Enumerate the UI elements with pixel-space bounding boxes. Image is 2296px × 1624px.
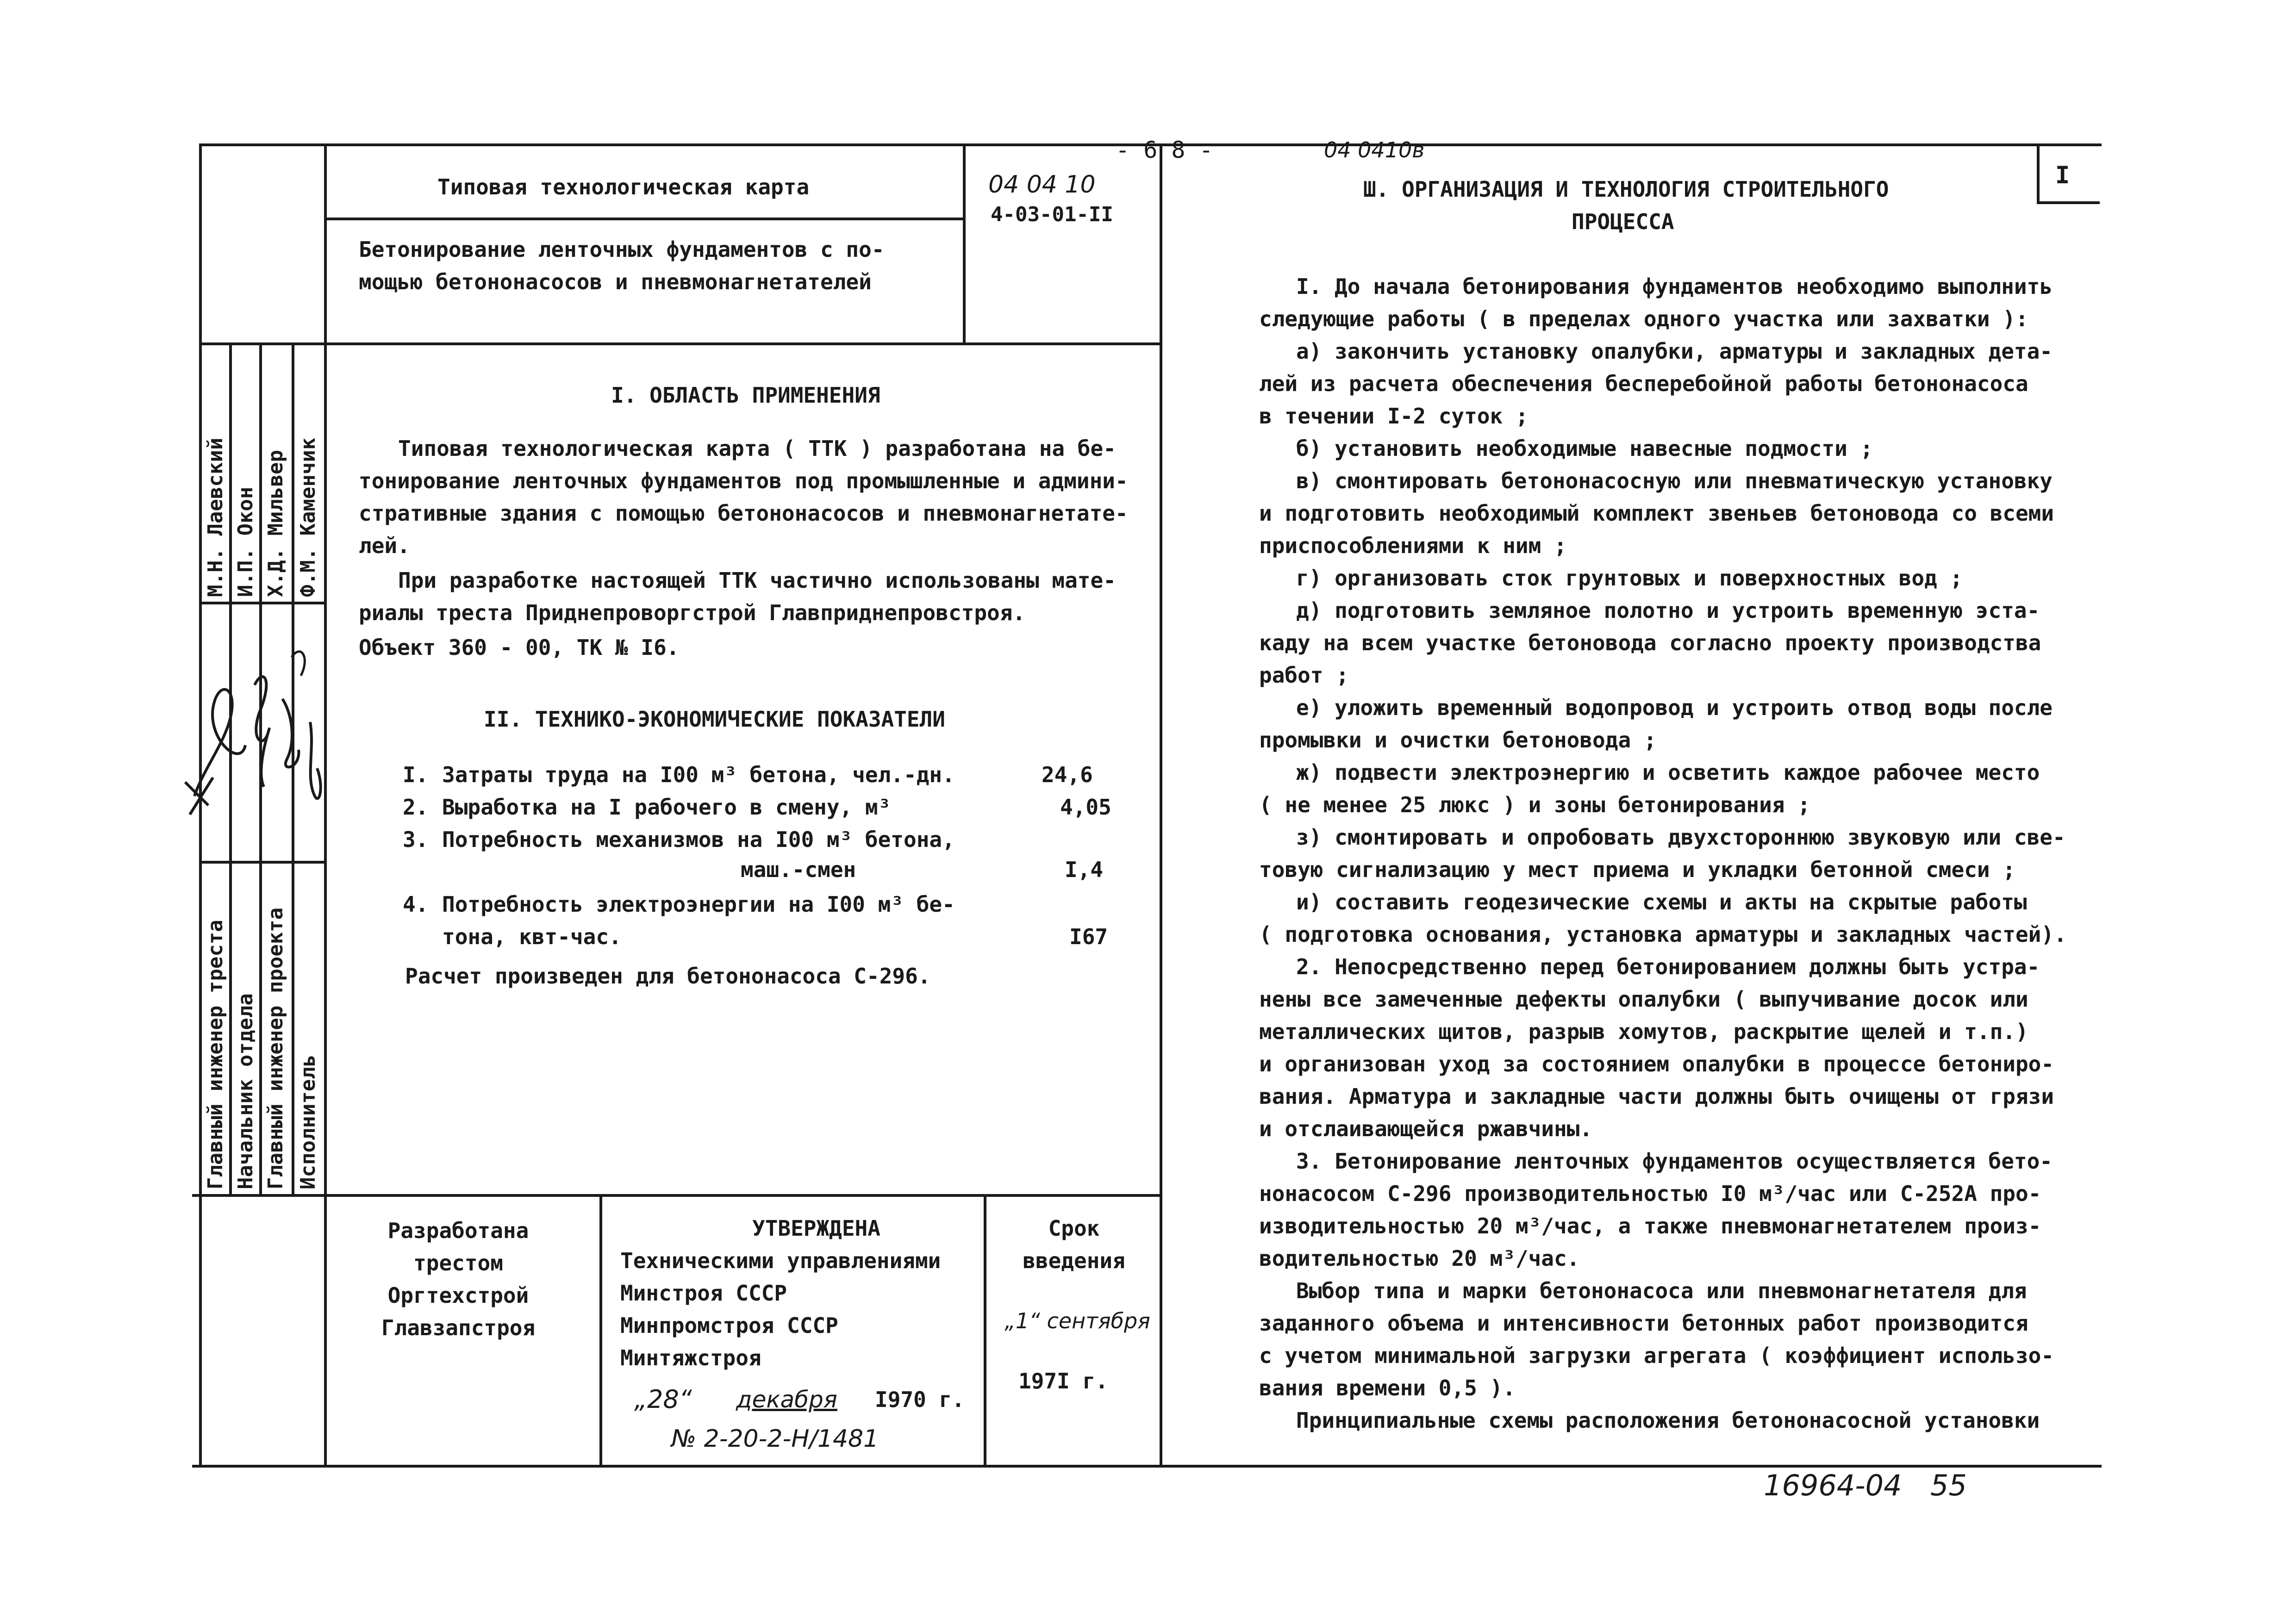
staff-names-divider — [199, 602, 324, 604]
approved-number: № 2-20-2-Н/1481 — [671, 1425, 879, 1453]
s3-line-33: заданного объема и интенсивности бетонных работ производится — [1259, 1311, 2028, 1336]
section-3-title-line-1: Ш. ОРГАНИЗАЦИЯ И ТЕХНОЛОГИЯ СТРОИТЕЛЬНОГО — [1363, 177, 1889, 202]
title-block-bottom-line — [199, 342, 1162, 345]
s3-line-30: изводительностью 20 м³/час, а также пневмонагнетателем произ- — [1259, 1213, 2041, 1238]
staff-role-3: Главный инженер проекта — [264, 907, 287, 1189]
s3-line-14: е) уложить временный водопровод и устроить отвод воды после — [1296, 695, 2053, 720]
staff-name-3: Х.Д. Мильвер — [264, 450, 287, 597]
s3-line-28: 3. Бетонирование ленточных фундаментов осуществляется бето- — [1296, 1149, 2053, 1174]
handwritten-code-top: 04 0410в — [1324, 137, 1425, 162]
document-code-handwritten: 04 04 10 — [988, 171, 1096, 199]
section-3-title-line-2: ПРОЦЕССА — [1572, 209, 1674, 234]
document-type-header: Типовая технологическая карта — [437, 174, 810, 199]
s3-line-17: ( не менее 25 люкс ) и зоны бетонирования ; — [1259, 792, 1810, 817]
indicator-1-value: 24,6 — [1042, 762, 1093, 787]
s3-line-35: вания времени 0,5 ). — [1259, 1375, 1516, 1400]
indicator-4-value: I67 — [1069, 924, 1108, 949]
s3-line-9: приспособлениями к ним ; — [1259, 533, 1567, 558]
section-1-line-1: Типовая технологическая карта ( ТТК ) разработана на бе- — [398, 436, 1116, 461]
indicator-4-number: 4. — [403, 892, 429, 917]
indicator-3-value: I,4 — [1065, 857, 1104, 882]
approved-date-day: „28“ — [634, 1385, 692, 1414]
s3-line-13: работ ; — [1259, 663, 1349, 688]
developed-line-3: Оргтехстрой — [387, 1283, 529, 1308]
title-block-code-divider — [963, 143, 966, 345]
document-code: 4-03-01-II — [991, 203, 1113, 226]
staff-name-2: И.П. Окон — [234, 486, 257, 597]
s3-line-23: нены все замеченные дефекты опалубки ( выпучивание досок или — [1259, 987, 2028, 1012]
staff-sign-divider — [199, 861, 324, 864]
approved-line-4: Минтяжстроя — [620, 1345, 761, 1370]
title-block-mid-line — [324, 218, 965, 220]
approved-line-3: Минпромстроя СССР — [620, 1313, 838, 1338]
section-1-line-5: При разработке настоящей ТТК частично использованы мате- — [398, 568, 1116, 593]
sheet-corner-number: I — [2055, 162, 2070, 189]
page-number: - 6 8 - — [1116, 137, 1213, 163]
s3-line-27: и отслаивающейся ржавчины. — [1259, 1116, 1593, 1141]
staff-name-4: Ф.М. Каменчик — [296, 437, 320, 597]
s3-line-6: б) установить необходимые навесные подмости ; — [1296, 436, 1873, 461]
term-title-2: введения — [1023, 1248, 1125, 1273]
staff-role-2: Начальник отдела — [234, 993, 257, 1189]
approved-date-year: I970 г. — [875, 1387, 965, 1412]
developed-line-2: трестом — [413, 1251, 503, 1276]
approved-date-month: декабря — [736, 1386, 837, 1413]
indicator-2-label: Выработка на I рабочего в смену, м³ — [442, 795, 891, 820]
indicator-3-number: 3. — [403, 827, 429, 852]
section-1-line-2: тонирование ленточных фундаментов под промышленные и админи- — [359, 468, 1128, 493]
s3-line-5: в течении I-2 суток ; — [1259, 404, 1529, 429]
calculation-note: Расчет произведен для бетононасоса С-296. — [405, 964, 931, 989]
developed-line-1: Разработана — [387, 1218, 529, 1243]
staff-role-1: Главный инженер треста — [204, 920, 227, 1189]
footer-top-line — [192, 1194, 1162, 1197]
s3-line-22: 2. Непосредственно перед бетонированием должны быть устра- — [1296, 954, 2040, 979]
s3-line-1: I. До начала бетонирования фундаментов необходимо выполнить — [1296, 274, 2053, 299]
s3-line-7: в) смонтировать бетононасосную или пневматическую установку — [1296, 468, 2053, 493]
indicator-4-label: Потребность электроэнергии на I00 м³ бе- — [442, 892, 955, 917]
section-2-title: II. ТЕХНИКО-ЭКОНОМИЧЕСКИЕ ПОКАЗАТЕЛИ — [484, 707, 945, 732]
section-1-title: I. ОБЛАСТЬ ПРИМЕНЕНИЯ — [611, 383, 880, 408]
archive-page: 55 — [1930, 1468, 1967, 1502]
s3-line-32: Выбор типа и марки бетононасоса или пневмонагнетателя для — [1296, 1278, 2027, 1303]
section-1-line-4: лей. — [359, 533, 410, 558]
staff-signatures — [176, 629, 329, 852]
s3-line-21: ( подготовка основания, установка арматуры и закладных частей). — [1259, 922, 2067, 947]
indicator-1-number: I. — [403, 762, 429, 787]
developed-line-4: Главзапстроя — [381, 1315, 536, 1340]
s3-line-12: каду на всем участке бетоновода согласно проекту производства — [1259, 630, 2041, 655]
s3-line-31: водительностью 20 м³/час. — [1259, 1246, 1580, 1271]
s3-line-20: и) составить геодезические схемы и акты на скрытые работы — [1296, 890, 2027, 915]
indicator-2-number: 2. — [403, 795, 429, 820]
term-title-1: Срок — [1048, 1216, 1100, 1241]
indicator-3-label-cont: маш.-смен — [741, 857, 856, 882]
s3-line-10: г) организовать сток грунтовых и поверхностных вод ; — [1296, 566, 1963, 591]
footer-divider-1 — [599, 1194, 602, 1467]
s3-line-25: и организован уход за состоянием опалубки в процессе бетониро- — [1259, 1052, 2054, 1076]
indicator-2-value: 4,05 — [1060, 795, 1111, 820]
indicator-4-label-cont: тона, квт-час. — [442, 924, 622, 949]
term-date: „1“ сентября — [1004, 1308, 1150, 1333]
approved-line-1: Техническими управлениями — [620, 1248, 941, 1273]
s3-line-16: ж) подвести электроэнергию и осветить каждое рабочее место — [1296, 760, 2040, 785]
s3-line-15: промывки и очистки бетоновода ; — [1259, 728, 1657, 753]
section-1-line-6: риалы треста Приднепроворгстрой Главприднепровстроя. — [359, 600, 1026, 625]
s3-line-11: д) подготовить земляное полотно и устроить временную эста- — [1296, 598, 2040, 623]
s3-line-36: Принципиальные схемы расположения бетононасосной установки — [1296, 1408, 2040, 1433]
s3-line-26: вания. Арматура и закладные части должны быть очищены от грязи — [1259, 1084, 2054, 1109]
section-1-line-3: стративные здания с помощью бетононасосов и пневмонагнетате- — [359, 501, 1128, 526]
s3-line-8: и подготовить необходимый комплект звеньев бетоновода со всеми — [1259, 501, 2054, 526]
s3-line-29: нонасосом С-296 производительностью I0 м³/час или С-252А про- — [1259, 1181, 2041, 1206]
s3-line-18: з) смонтировать и опробовать двухстороннюю звуковую или све- — [1296, 825, 2065, 850]
document-subtitle-line-2: мощью бетононасосов и пневмонагнетателей — [359, 269, 872, 294]
s3-line-34: с учетом минимальной загрузки агрегата ( коэффициент использо- — [1259, 1343, 2054, 1368]
term-year: 197I г. — [1018, 1369, 1108, 1394]
indicator-3-label: Потребность механизмов на I00 м³ бетона, — [442, 827, 955, 852]
indicator-1-label: Затраты труда на I00 м³ бетона, чел.-дн. — [442, 762, 955, 787]
staff-name-1: М.Н. Лаевский — [204, 437, 227, 597]
s3-line-24: металлических щитов, разрыв хомутов, раскрытие щелей и т.п.) — [1259, 1019, 2028, 1044]
approved-title: УТВЕРЖДЕНА — [752, 1216, 880, 1241]
s3-line-3: а) закончить установку опалубки, арматуры и закладных дета- — [1296, 339, 2053, 364]
section-1-line-7: Объект 360 - 00, ТК № I6. — [359, 635, 680, 660]
approved-line-2: Минстроя СССР — [620, 1281, 787, 1306]
archive-code: 16964-04 — [1764, 1468, 1902, 1502]
s3-line-4: лей из расчета обеспечения бесперебойной работы бетононасоса — [1259, 371, 2028, 396]
s3-line-2: следующие работы ( в пределах одного участка или захватки ): — [1259, 306, 2028, 331]
staff-role-4: Исполнитель — [296, 1054, 320, 1189]
s3-line-19: товую сигнализацию у мест приема и укладки бетонной смеси ; — [1259, 857, 2015, 882]
document-subtitle-line-1: Бетонирование ленточных фундаментов с по- — [359, 237, 885, 262]
